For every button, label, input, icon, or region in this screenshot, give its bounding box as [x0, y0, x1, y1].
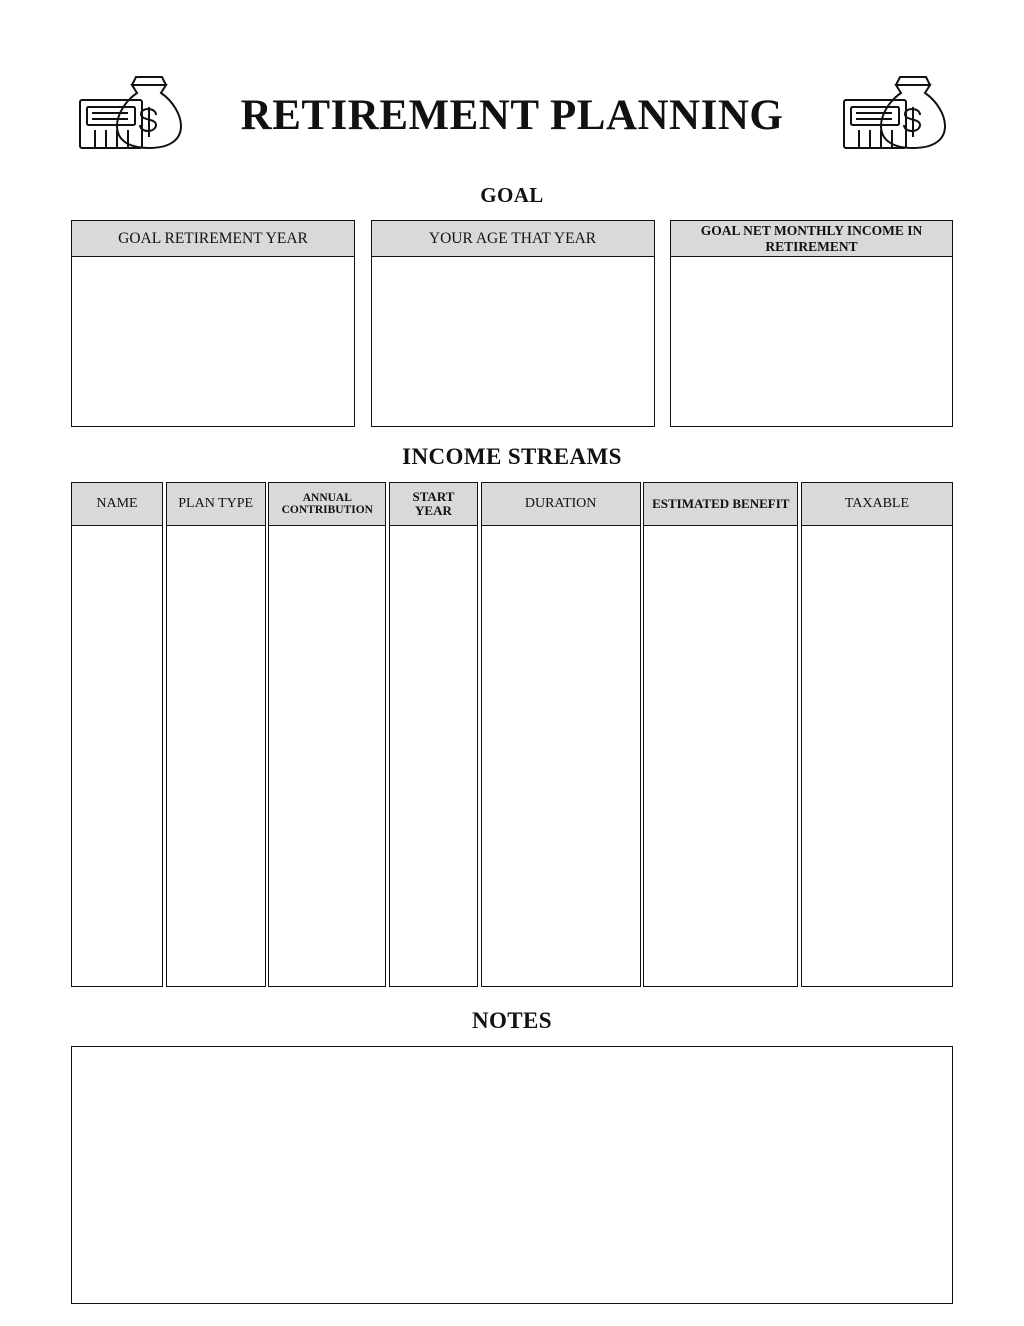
- column-input-taxable[interactable]: [801, 526, 953, 987]
- goal-section: [71, 220, 953, 427]
- notes-input[interactable]: [71, 1046, 953, 1304]
- column-header-annual-contribution: ANNUAL CONTRIBUTION: [268, 482, 386, 526]
- income-streams-column-duration: [481, 482, 641, 987]
- goal-field-retirement-year: [71, 220, 355, 427]
- column-header-name: NAME: [71, 482, 163, 526]
- goal-field-label: YOUR AGE THAT YEAR: [371, 220, 655, 257]
- goal-age-that-year-input[interactable]: [371, 257, 655, 427]
- income-streams-column-start-year: [389, 482, 478, 987]
- page-header: [70, 55, 954, 175]
- page-title: RETIREMENT PLANNING: [240, 91, 784, 139]
- goal-field-net-monthly-income: [670, 220, 953, 427]
- column-header-plan-type: PLAN TYPE: [166, 482, 266, 526]
- notes-section-title: NOTES: [472, 1008, 552, 1033]
- column-header-start-year: START YEAR: [389, 482, 478, 526]
- income-streams-column-taxable: [801, 482, 953, 987]
- goal-net-monthly-income-input[interactable]: [670, 257, 953, 427]
- column-input-start-year[interactable]: [389, 526, 478, 987]
- column-input-name[interactable]: [71, 526, 163, 987]
- income-streams-column-annual-contribution: [268, 482, 386, 987]
- goal-field-label: GOAL RETIREMENT YEAR: [71, 220, 355, 257]
- column-input-plan-type[interactable]: [166, 526, 266, 987]
- goal-retirement-year-input[interactable]: [71, 257, 355, 427]
- income-streams-section-title: INCOME STREAMS: [402, 444, 622, 469]
- goal-section-title: GOAL: [480, 183, 544, 207]
- income-streams-column-estimated-benefit: [643, 482, 798, 987]
- income-streams-column-plan-type: [166, 482, 266, 987]
- goal-field-age-that-year: [371, 220, 655, 427]
- income-streams-column-name: [71, 482, 163, 987]
- column-header-duration: DURATION: [481, 482, 641, 526]
- money-bag-icon: [834, 55, 954, 175]
- column-input-duration[interactable]: [481, 526, 641, 987]
- column-input-annual-contribution[interactable]: [268, 526, 386, 987]
- column-header-taxable: TAXABLE: [801, 482, 953, 526]
- goal-field-label: GOAL NET MONTHLY INCOME IN RETIREMENT: [670, 220, 953, 257]
- column-header-estimated-benefit: ESTIMATED BENEFIT: [643, 482, 798, 526]
- income-streams-table: [71, 482, 953, 987]
- money-bag-icon: [70, 55, 190, 175]
- column-input-estimated-benefit[interactable]: [643, 526, 798, 987]
